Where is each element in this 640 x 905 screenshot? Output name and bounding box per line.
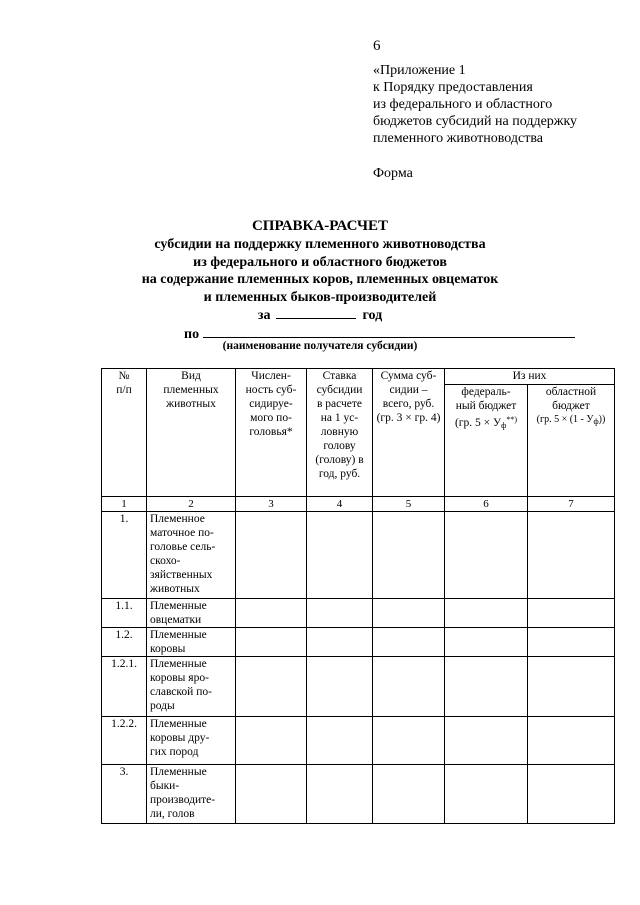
title-main: СПРАВКА-РАСЧЕТ: [251, 218, 389, 234]
title-line: на содержание племенных коров, племенных овцематок: [141, 272, 499, 287]
calculation-table: [101, 368, 615, 824]
cell-sum[interactable]: [373, 598, 445, 627]
recipient-field[interactable]: [203, 325, 575, 338]
cell-count[interactable]: [236, 717, 307, 765]
table-row: [102, 765, 615, 824]
row-number: 1.2.1.: [102, 657, 147, 717]
header-rate: Ставка субсидии в расчете на 1 ус- ловную голову (голову) в год, руб.: [307, 369, 373, 497]
recipient-prefix: по: [184, 326, 200, 342]
cell-rate[interactable]: [307, 657, 373, 717]
year-field[interactable]: [276, 306, 356, 319]
form-label: Форма: [373, 166, 413, 181]
title-line: из федерального и областного бюджетов: [193, 254, 447, 270]
year-row: [0, 306, 640, 325]
appendix-line: племенного животноводства: [373, 131, 543, 146]
cell-count[interactable]: [236, 627, 307, 656]
row-name: Племенные быки- производите- ли, голов: [147, 765, 236, 824]
table-row: [102, 627, 615, 656]
header-sum: Сумма суб- сидии – всего, руб. (гр. 3 × гр. 4): [373, 369, 445, 497]
row-name: Племенные коровы яро- славской по- роды: [147, 657, 236, 717]
recipient-caption: (наименование получателя субсидии): [222, 340, 418, 352]
column-number: 1: [102, 496, 147, 511]
header-regional: областной бюджет (гр. $5 \times (1 - У_ф)$): [528, 385, 615, 497]
cell-count[interactable]: [236, 657, 307, 717]
cell-sum[interactable]: [373, 765, 445, 824]
appendix-line: к Порядку предоставления: [373, 80, 533, 95]
cell-rate[interactable]: [307, 512, 373, 598]
cell-count[interactable]: [236, 598, 307, 627]
cell-sum[interactable]: [373, 717, 445, 765]
row-name: Племенные овцематки: [147, 598, 236, 627]
document-title: [0, 217, 640, 343]
title-line: субсидии на поддержку племенного животноводства: [154, 237, 486, 252]
header-count: Числен- ность суб- сидируе- мого по- головья*: [236, 369, 307, 497]
cell-rate[interactable]: [307, 717, 373, 765]
row-number: 1.1.: [102, 598, 147, 627]
cell-regional[interactable]: [528, 657, 615, 717]
cell-federal[interactable]: [445, 657, 528, 717]
row-number: 1.2.2.: [102, 717, 147, 765]
row-number: 1.: [102, 512, 147, 598]
row-name: Племенные коровы дру- гих пород: [147, 717, 236, 765]
header-num: № п/п: [102, 369, 147, 497]
row-name: Племенные коровы: [147, 627, 236, 656]
column-number: 7: [528, 496, 615, 511]
header-of-them: Из них: [445, 369, 615, 385]
appendix-line: «Приложение 1: [373, 63, 466, 78]
column-number: 4: [307, 496, 373, 511]
column-number-row: [102, 496, 615, 511]
cell-federal[interactable]: [445, 627, 528, 656]
cell-federal[interactable]: [445, 598, 528, 627]
table-row: [102, 657, 615, 717]
cell-regional[interactable]: [528, 717, 615, 765]
column-number: 6: [445, 496, 528, 511]
table-row: [102, 598, 615, 627]
header-federal: федераль- ный бюджет (гр. $5 \times У_ф^{**)}$: [445, 385, 528, 497]
column-number: 3: [236, 496, 307, 511]
cell-count[interactable]: [236, 512, 307, 598]
cell-regional[interactable]: [528, 512, 615, 598]
cell-rate[interactable]: [307, 765, 373, 824]
page-number: 6: [373, 38, 381, 54]
cell-regional[interactable]: [528, 765, 615, 824]
column-number: 5: [373, 496, 445, 511]
year-prefix: за: [257, 308, 271, 323]
year-suffix: год: [362, 308, 383, 323]
appendix-line: из федерального и областного: [373, 97, 553, 112]
cell-sum[interactable]: [373, 627, 445, 656]
header-kind: Вид племенных животных: [147, 369, 236, 497]
row-number: 1.2.: [102, 627, 147, 656]
cell-rate[interactable]: [307, 627, 373, 656]
title-line: и племенных быков-производителей: [203, 289, 437, 305]
cell-regional[interactable]: [528, 627, 615, 656]
row-name: Племенное маточное по- головье сель- скохо- зяйственных животных: [147, 512, 236, 598]
appendix-line: бюджетов субсидий на поддержку: [373, 114, 578, 129]
appendix-note: [373, 62, 577, 147]
column-number: 2: [147, 496, 236, 511]
cell-rate[interactable]: [307, 598, 373, 627]
table-row: [102, 512, 615, 598]
cell-federal[interactable]: [445, 765, 528, 824]
cell-count[interactable]: [236, 765, 307, 824]
header-row: [102, 369, 615, 385]
cell-regional[interactable]: [528, 598, 615, 627]
cell-sum[interactable]: [373, 512, 445, 598]
row-number: 3.: [102, 765, 147, 824]
cell-federal[interactable]: [445, 717, 528, 765]
cell-sum[interactable]: [373, 657, 445, 717]
cell-federal[interactable]: [445, 512, 528, 598]
table-row: [102, 717, 615, 765]
